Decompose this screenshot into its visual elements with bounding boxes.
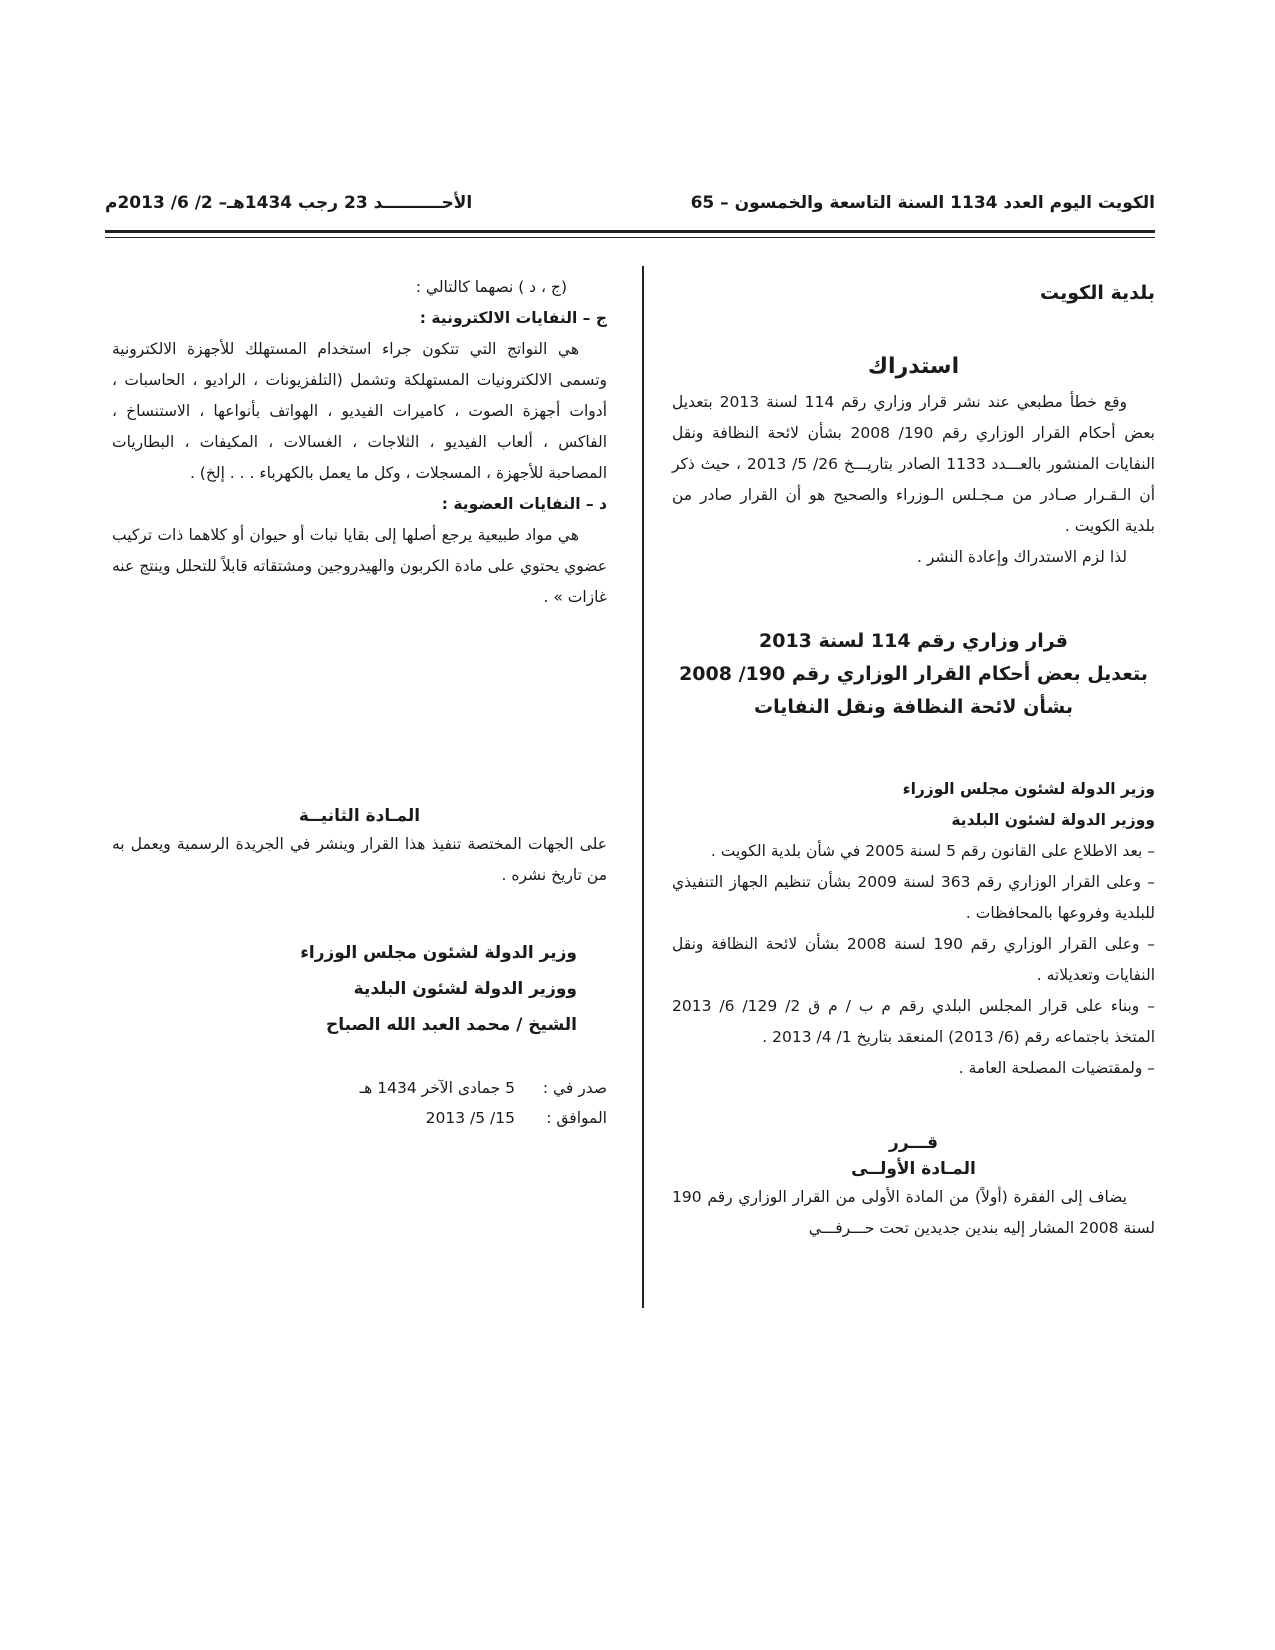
preamble-item: – وبناء على قرار المجلس البلدي رقم م ب / م ق 2/ 129/ 6/ 2013 المتخذ باجتماعه رقم (6/ 2013) المنعقد بتاريخ 1/ 4/ 2013 .: [672, 997, 1155, 1046]
signature-name: الشيخ / محمد العبد الله الصباح: [325, 1015, 577, 1035]
header-date: الأحــــــــــد 23 رجب 1434هـ– 2/ 6/ 2013م: [105, 193, 473, 213]
item-c-heading: ج – النفايات الالكترونية :: [419, 309, 607, 327]
authority-block: [672, 774, 1155, 836]
decision-title-line3: بشأن لائحة النظافة ونقل النفايات: [754, 696, 1073, 718]
left-column: [112, 272, 607, 1133]
issue-date-block: [307, 1073, 607, 1133]
item-d-heading: د – النفايات العضوية :: [441, 495, 607, 513]
corresponding-label: الموافق :: [546, 1109, 607, 1127]
article2-title: المـادة الثانيــة: [298, 806, 421, 826]
item-d-text: هي مواد طبيعية يرجع أصلها إلى بقايا نبات أو حيوان أو كلاهما ذات تركيب عضوي يحتوي على مادة الكربون والهيدروجين ومشتقاته قابلاً للتحلل وينتج عنه غازات » .: [112, 526, 607, 606]
right-column: [672, 272, 1155, 1244]
correction-title: استدراك: [867, 354, 960, 379]
decision-title-line1: قرار وزاري رقم 114 لسنة 2013: [759, 630, 1068, 652]
signature-line2: ووزير الدولة لشئون البلدية: [353, 979, 577, 999]
decided-heading: قـــرر: [889, 1133, 938, 1153]
authority-line2: ووزير الدولة لشئون البلدية: [951, 811, 1155, 829]
preamble-item: – ولمقتضيات المصلحة العامة .: [958, 1059, 1155, 1077]
decision-title: [672, 625, 1155, 724]
organization-name: بلدية الكويت: [1040, 282, 1155, 304]
article2-text: على الجهات المختصة تنفيذ هذا القرار وينشر في الجريدة الرسمية ويعمل به من تاريخ نشره .: [112, 835, 607, 884]
preamble-item: – بعد الاطلاع على القانون رقم 5 لسنة 2005 في شأن بلدية الكويت .: [710, 842, 1155, 860]
preamble-item: – وعلى القرار الوزاري رقم 363 لسنة 2009 بشأن تنظيم الجهاز التنفيذي للبلدية وفروعها بالمحافظات .: [672, 873, 1155, 922]
authority-line1: وزير الدولة لشئون مجلس الوزراء: [902, 780, 1155, 798]
signature-line1: وزير الدولة لشئون مجلس الوزراء: [300, 943, 577, 963]
header-issue-info: الكويت اليوم العدد 1134 السنة التاسعة والخمسون – 65: [690, 193, 1155, 213]
correction-text: وقع خطأ مطبعي عند نشر قرار وزاري رقم 114 لسنة 2013 بتعديل بعض أحكام القرار الوزاري رقم 190/ 2008 بشأن لائحة النظافة ونقل النفايات المنشور بالعـــدد 1133 الصادر بتاريـــخ 26/ 5/ 2013 ، حيث ذكر أن الـقـرار صـادر من مـجـلس الـوزراء والصحيح هو أن القرار صادر من بلدية الكويت .: [672, 393, 1155, 535]
issued-gregorian-date: 15/ 5/ 2013: [425, 1109, 515, 1127]
column-divider: [642, 266, 644, 1308]
correction-closing: لذا لزم الاستدراك وإعادة النشر .: [917, 548, 1127, 566]
item-c-text: هي النواتج التي تتكون جراء استخدام المستهلك للأجهزة الالكترونية وتسمى الالكترونيات المستهلكة وتشمل (التلفزيونات ، الراديو ، الحاسبات ، أدوات أجهزة الصوت ، كاميرات الفيديو ، الهواتف بأنواعها ، الاستنساخ ، الفاكس ، ألعاب الفيديو ، الثلاجات ، الغسالات ، المكيفات ، البطاريات المصاحبة للأجهزة ، المسجلات ، وكل ما يعمل بالكهرباء . . . إلخ) .: [112, 340, 607, 482]
issued-label: صدر في :: [542, 1079, 607, 1097]
article1-title: المـادة الأولــى: [851, 1159, 976, 1179]
issued-hijri-date: 5 جمادى الآخر 1434 هـ: [359, 1079, 515, 1097]
page-header: [105, 188, 1155, 218]
decision-title-line2: بتعديل بعض أحكام القرار الوزاري رقم 190/ 2008: [679, 663, 1148, 685]
issued-gregorian-row: [307, 1103, 607, 1133]
preamble-item: – وعلى القرار الوزاري رقم 190 لسنة 2008 بشأن لائحة النظافة ونقل النفايات وتعديلاته .: [672, 935, 1155, 984]
issued-hijri-row: [307, 1073, 607, 1103]
article2-block: [112, 803, 607, 891]
article1-text: يضاف إلى الفقرة (أولاً) من المادة الأولى من القرار الوزاري رقم 190 لسنة 2008 المشار إليه بندين جديدين تحت حـــرفـــي: [672, 1188, 1155, 1237]
preamble-list: [672, 836, 1155, 1084]
items-intro: (ج ، د ) نصهما كالتالي :: [415, 278, 567, 296]
header-rule-thick: [105, 230, 1155, 233]
signature-block: [112, 935, 607, 1043]
header-rule-thin: [105, 237, 1155, 238]
